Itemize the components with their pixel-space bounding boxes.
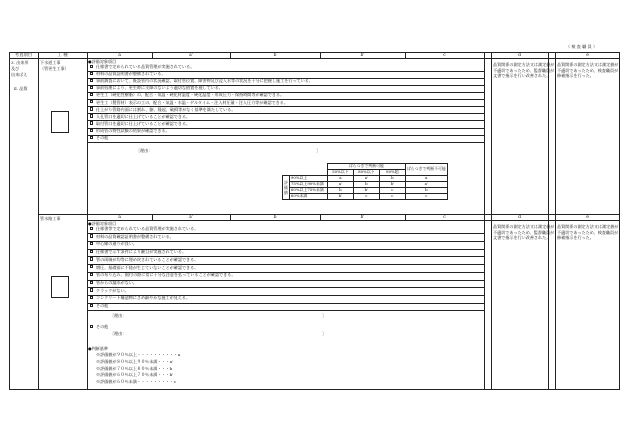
section1-type: 下水道工事 （管更生工事） (40, 60, 69, 71)
matrix-sub-over: 80%超 (379, 170, 405, 176)
list-item: その他 (96, 324, 109, 329)
item-checkbox[interactable] (90, 281, 93, 284)
section1-title: ●評価対象項目 (88, 58, 117, 64)
item-checkbox[interactable] (90, 107, 93, 110)
criteria-line: ※評価値が６０％以上７０％未満・・・b' (96, 372, 174, 378)
matrix-row: 60%未満 b' c c c (283, 194, 448, 200)
criteria-line: ※評価値が８０％以上９０％未満・・・a' (96, 358, 174, 364)
item-checkbox[interactable] (90, 114, 93, 117)
list-item: 形成管の物性試験の結果が確認できる。 (96, 127, 170, 133)
matrix-row: 75%以上90%未満 a' b b' a' (283, 182, 448, 188)
section2-title: ●評価対象項目 (88, 220, 117, 226)
item-checkbox[interactable] (90, 65, 93, 68)
item-underline (88, 287, 484, 288)
section1-reason-label: ［理由： (136, 148, 153, 153)
item-checkbox[interactable] (90, 129, 93, 132)
matrix-rate-label: 評価値 (283, 176, 290, 200)
item-title: 3. 出来形 及び 出来ばえ (11, 60, 29, 77)
item-checkbox[interactable] (90, 325, 93, 328)
section2-score-box[interactable] (51, 276, 69, 298)
list-item: 管の布り込み、据付の際に常に十分な注意を払っていることが確認できる。 (96, 272, 236, 278)
list-item: 管の両端が均等に埋め戻されていることが確認できる。 (96, 256, 199, 262)
list-item: 事前処理により、更生時に支障のないよう適切な措置を施している。 (96, 85, 223, 91)
list-item: 材料の品質証明書が整備されている。 (96, 71, 166, 77)
list-item: 人孔管口を適切に仕上げていることが確認できる。 (96, 113, 191, 119)
item-checkbox[interactable] (90, 273, 93, 276)
section2-type: 管水路工事 (40, 216, 61, 221)
section1-score-box[interactable] (51, 111, 69, 133)
item-checkbox[interactable] (90, 296, 93, 299)
matrix-row: 60%以上75%未満 b b' c b (283, 188, 448, 194)
matrix-sub-80: 80%以下 (353, 170, 379, 176)
item-underline (88, 303, 484, 304)
list-item: 取付管口を適切に仕上げていることが確認できる。 (96, 120, 191, 126)
col-item-header: 考査項目 (14, 53, 33, 58)
list-item: 仕様書で示す条件により継目が実施されている。 (96, 249, 187, 255)
item-checkbox[interactable] (90, 100, 93, 103)
matrix-row: 評価値 90%以上 a a' b a (283, 176, 448, 182)
item-checkbox[interactable] (90, 242, 93, 245)
item-underline (88, 142, 484, 143)
list-item: 管からの漏水がない。 (96, 279, 137, 285)
item-checkbox[interactable] (90, 257, 93, 260)
item-underline (88, 135, 484, 136)
item-checkbox[interactable] (90, 86, 93, 89)
list-item: コンクリート構造物にさめ細やかな施工が見える。 (96, 295, 191, 301)
list-item: クラックがない。 (96, 287, 129, 293)
list-item: 中心線の通りが良い。 (96, 241, 137, 247)
matrix-head-variation: ばらつきで判断可能 (327, 164, 405, 170)
list-item: 更生工（製管材）表示の工の、配合・気温・水温・ゲルタイム・注入材圧量・注入圧力等が確認できる。 (96, 99, 288, 105)
col-a-header: a (118, 53, 121, 58)
item-underline (88, 241, 484, 242)
item-checkbox[interactable] (90, 121, 93, 124)
list-item: 増圧、基礎面に不陸が生じていないことが確認できる。 (96, 264, 199, 270)
inspector-label: （ 検 査 職 員 ） (566, 44, 598, 49)
section1-note-d: 品質関係の測定方法又は測定値が不適切であったため、監督職員が文書で指示を行い改善された。 (493, 62, 555, 79)
section1-note-e: 品質関係の測定方法又は測定値が不適切であったため、検査職員が修補指示を行った。 (557, 62, 619, 79)
criteria-line: ※評価値が７０％以上８０％未満・・・b (96, 365, 173, 371)
item-checkbox[interactable] (90, 265, 93, 268)
list-item: その他 (96, 303, 109, 308)
section2-reason-label-1: ［理由： (110, 313, 127, 318)
evaluation-matrix (282, 163, 448, 200)
section2-note-e: 品質関係の測定方法又は測定値が不適切であったため、検査職員が修補指示を行った。 (557, 224, 619, 241)
item-underline (88, 280, 484, 281)
section2-reason-close-2: ］ (322, 331, 327, 336)
col-a-prime-header: a' (189, 53, 193, 58)
criteria-line: ※評価値が９０％以上・・・・・・・・・・a (96, 352, 181, 357)
item-checkbox[interactable] (90, 288, 93, 291)
item-sub: Ⅱ. 品質 (14, 86, 28, 91)
item-checkbox[interactable] (90, 250, 93, 253)
matrix-head-novariation: ばらつきで判断不可能 (405, 164, 447, 176)
item-checkbox[interactable] (90, 136, 93, 139)
section2-note-d: 品質関係の測定方法又は測定値が不適切であったため、監督職員が文書で指示を行い改善された。 (493, 224, 555, 241)
section1-reason-close: ］ (316, 148, 321, 153)
item-checkbox[interactable] (90, 79, 93, 82)
col-d-header: d (518, 53, 521, 58)
section2-criteria-title: ●判断基準 (88, 346, 108, 351)
col-b-header: b (273, 53, 277, 58)
col-e-header: e (586, 53, 589, 58)
item-checkbox[interactable] (90, 234, 93, 237)
criteria-line: ※評価値が６０％未満・・・・・・・・・c (96, 379, 177, 385)
col-type-header: 工 種 (57, 53, 68, 58)
col-b-prime-header: b' (360, 53, 365, 58)
list-item: 仕様書で定められている品質管理が実施されている。 (96, 64, 195, 69)
item-checkbox[interactable] (90, 227, 93, 230)
list-item: 事前調査において、既設管内の状況確認、取付管位置、障害物及び浸入水等の状況を十分に把握し施工を行っている。 (96, 78, 313, 84)
list-item: 仕上がり管路内面には割れ、膨、隆起、破損等がなく基準を満たしている。 (96, 106, 236, 112)
item-checkbox[interactable] (90, 93, 93, 96)
item-underline (88, 310, 484, 311)
list-item: その他 (96, 135, 109, 140)
list-item: 更生工（硬化性樹脂）の、配合・気温・硬化材温度・硬化温度・形成圧力・保持時間等が確認できる。 (96, 92, 285, 98)
section2-reason-label-2: ［理由： (110, 331, 127, 336)
item-checkbox[interactable] (90, 72, 93, 75)
matrix-sub-50: 50%以下 (327, 170, 353, 176)
item-checkbox[interactable] (90, 304, 93, 307)
list-item: 仕様書等で定められている品質管理が実施されている。 (96, 226, 199, 231)
col-c-header: c (443, 53, 446, 58)
list-item: 材料の品質確認証明書が整備されている。 (96, 233, 174, 239)
section2-reason-close-1: ］ (322, 313, 327, 318)
